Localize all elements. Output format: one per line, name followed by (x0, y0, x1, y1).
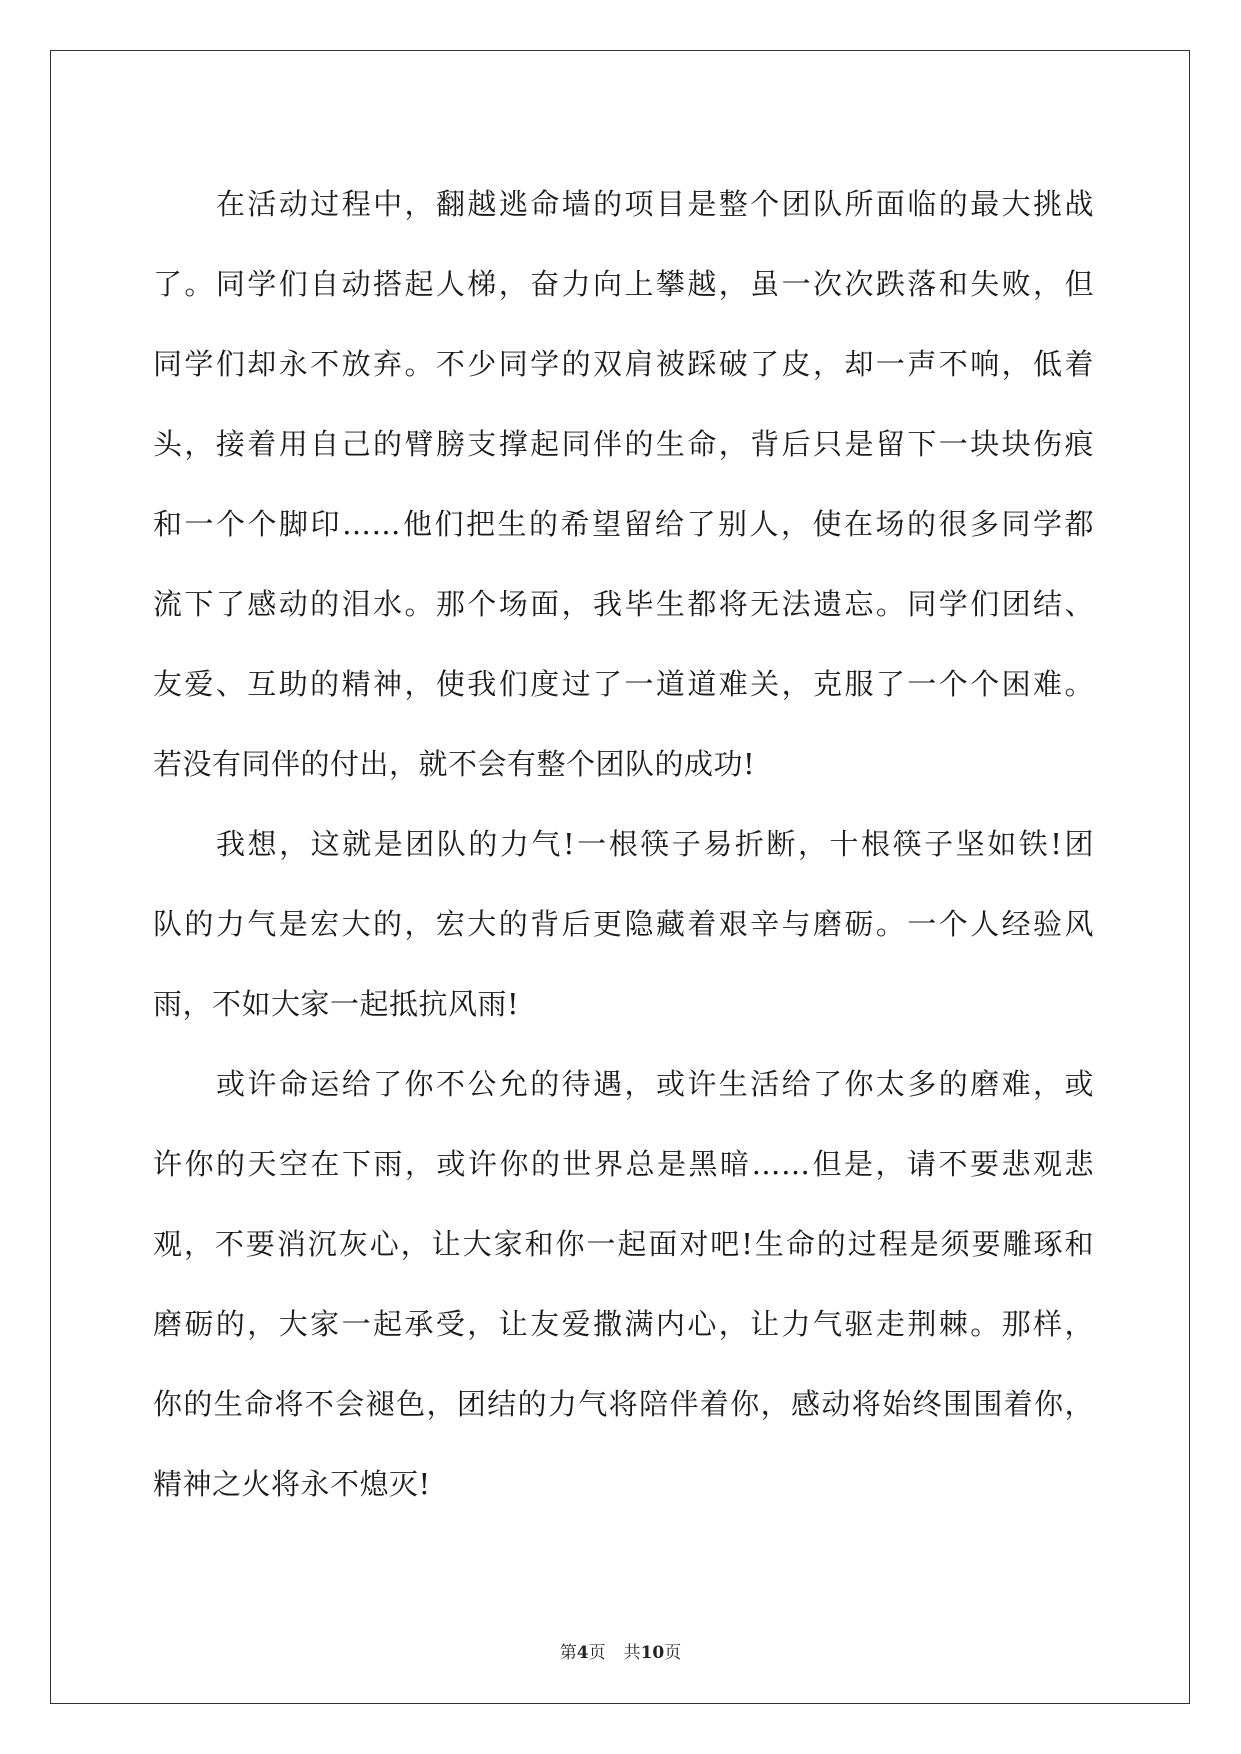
text-line: 观，不要消沉灰心，让大家和你一起面对吧!生命的过程是须要雕琢和 (153, 1227, 1094, 1261)
text-line: 头，接着用自己的臂膀支撑起同伴的生命，背后只是留下一块块伤痕 (153, 427, 1094, 461)
text-line: 流下了感动的泪水。那个场面，我毕生都将无法遗忘。同学们团结、 (153, 587, 1094, 621)
total-pages: 10 (640, 1643, 665, 1663)
page-footer (0, 1638, 1241, 1663)
text-line: 和一个个脚印……他们把生的希望留给了别人，使在场的很多同学都 (153, 507, 1094, 541)
text-line: 我想，这就是团队的力气!一根筷子易折断，十根筷子坚如铁!团 (216, 827, 1094, 861)
text-line: 或许命运给了你不公允的待遇，或许生活给了你太多的磨难，或 (216, 1067, 1094, 1101)
text-line: 磨砺的，大家一起承受，让友爱撒满内心，让力气驱走荆棘。那样， (153, 1307, 1094, 1341)
text-line: 精神之火将永不熄灭! (153, 1467, 431, 1501)
page-number: 4 (576, 1643, 589, 1663)
total-prefix: 共 (623, 1643, 641, 1663)
total-suffix: 页 (664, 1643, 682, 1663)
text-line: 许你的天空在下雨，或许你的世界总是黑暗……但是，请不要悲观悲 (153, 1147, 1094, 1181)
page-prefix: 第 (559, 1643, 577, 1663)
paragraph-2 (153, 804, 1094, 1044)
paragraph-3 (153, 1044, 1094, 1524)
text-line: 队的力气是宏大的，宏大的背后更隐藏着艰辛与磨砺。一个人经验风 (153, 907, 1094, 941)
text-line: 雨，不如大家一起抵抗风雨! (153, 987, 520, 1021)
text-line: 了。同学们自动搭起人梯，奋力向上攀越，虽一次次跌落和失败，但 (153, 267, 1094, 301)
text-line: 在活动过程中，翻越逃命墙的项目是整个团队所面临的最大挑战 (216, 187, 1094, 221)
text-line: 若没有同伴的付出，就不会有整个团队的成功! (153, 747, 756, 781)
text-line: 同学们却永不放弃。不少同学的双肩被踩破了皮，却一声不响，低着 (153, 347, 1094, 381)
document-body (153, 164, 1094, 1524)
paragraph-1 (153, 164, 1094, 804)
text-line: 你的生命将不会褪色，团结的力气将陪伴着你，感动将始终围围着你， (153, 1387, 1094, 1421)
page-suffix: 页 (588, 1643, 606, 1663)
text-line: 友爱、互助的精神，使我们度过了一道道难关，克服了一个个困难。 (153, 667, 1094, 701)
